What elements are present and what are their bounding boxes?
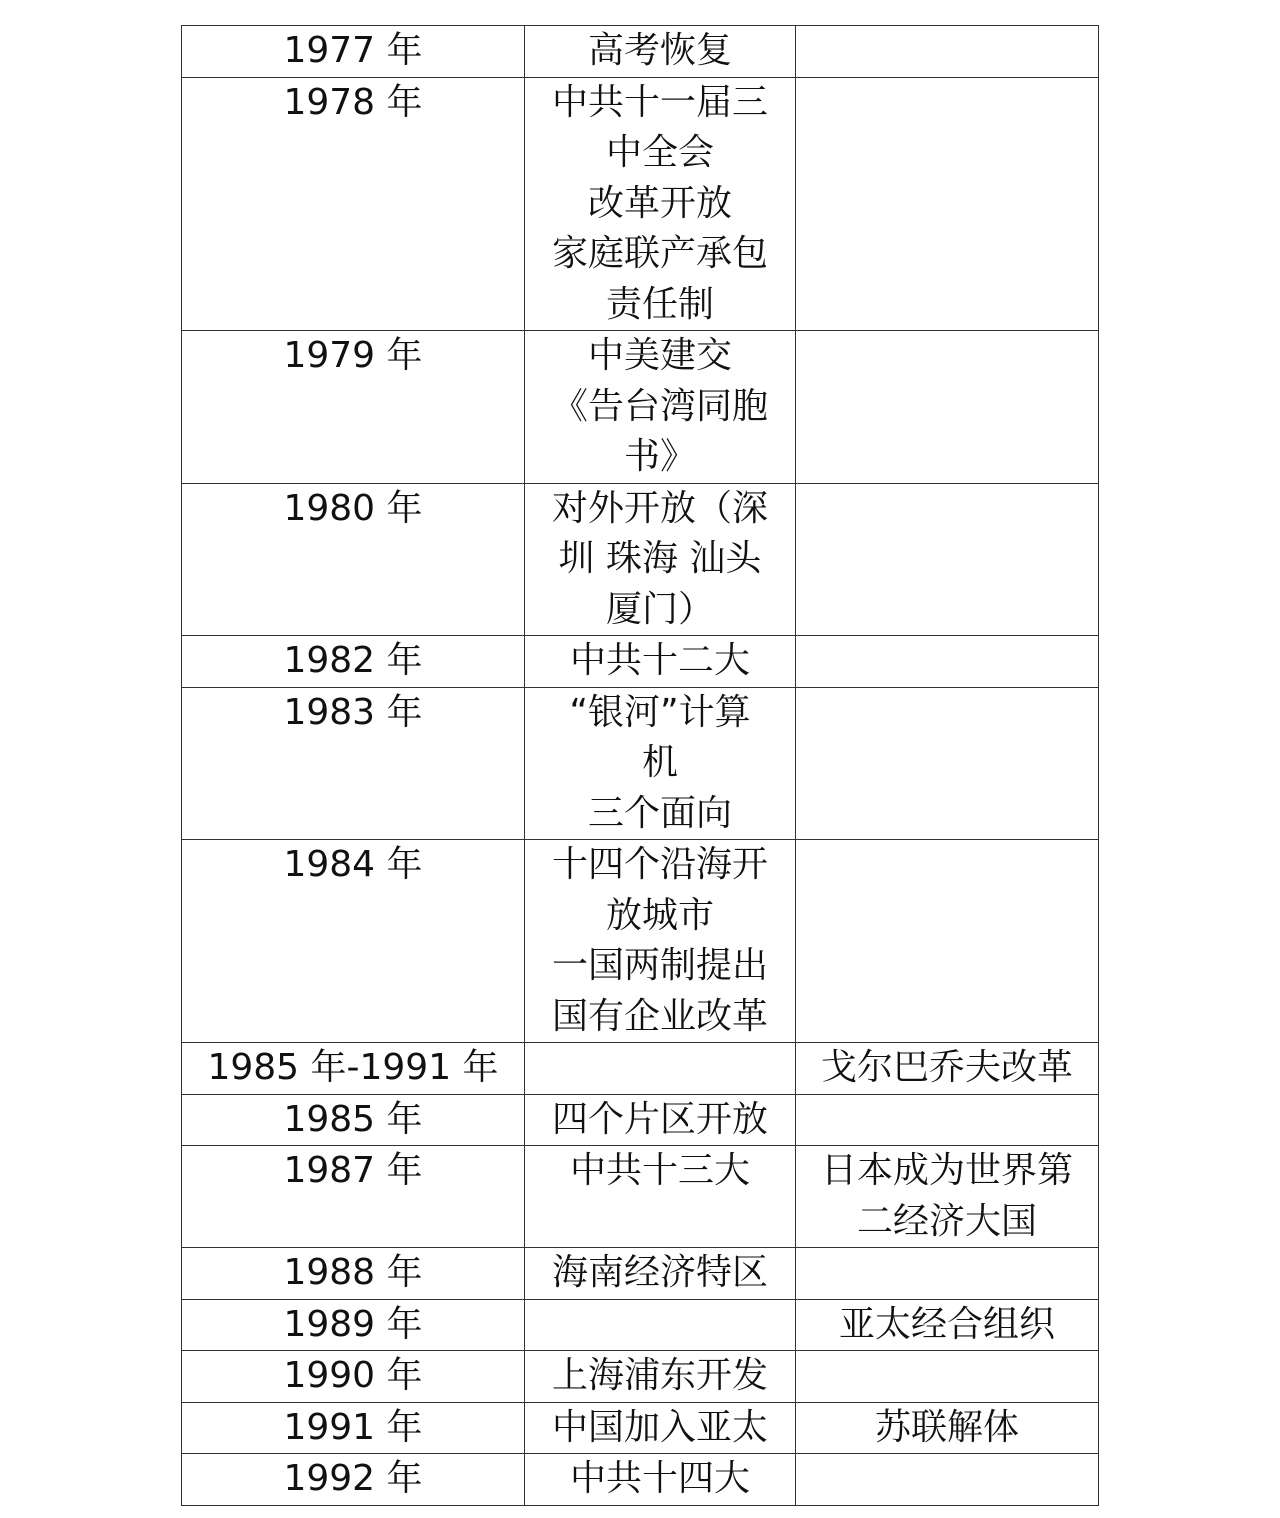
china-event-cell: 中国加入亚太 <box>525 1402 796 1454</box>
table-row <box>182 1043 1099 1095</box>
year-cell: 1979 年 <box>182 331 525 484</box>
world-event-cell <box>796 636 1099 688</box>
world-event-cell: 戈尔巴乔夫改革 <box>796 1043 1099 1095</box>
year-cell: 1989 年 <box>182 1299 525 1351</box>
year-cell: 1990 年 <box>182 1351 525 1403</box>
year-cell: 1983 年 <box>182 687 525 840</box>
world-event-cell: 苏联解体 <box>796 1402 1099 1454</box>
table-row <box>182 1402 1099 1454</box>
table-row <box>182 77 1099 331</box>
world-event-cell <box>796 331 1099 484</box>
china-event-cell: 对外开放（深 圳 珠海 汕头 厦门） <box>525 483 796 636</box>
table-row <box>182 483 1099 636</box>
timeline-table <box>181 25 1099 1506</box>
china-event-cell: 高考恢复 <box>525 26 796 78</box>
table-row <box>182 26 1099 78</box>
china-event-cell: 上海浦东开发 <box>525 1351 796 1403</box>
world-event-cell <box>796 483 1099 636</box>
world-event-cell: 日本成为世界第 二经济大国 <box>796 1146 1099 1248</box>
world-event-cell <box>796 840 1099 1043</box>
world-event-cell <box>796 77 1099 331</box>
table-row <box>182 840 1099 1043</box>
china-event-cell <box>525 1043 796 1095</box>
china-event-cell: 四个片区开放 <box>525 1094 796 1146</box>
year-cell: 1978 年 <box>182 77 525 331</box>
china-event-cell: 中美建交 《告台湾同胞 书》 <box>525 331 796 484</box>
table-row <box>182 1454 1099 1506</box>
world-event-cell: 亚太经合组织 <box>796 1299 1099 1351</box>
china-event-cell: 中共十一届三 中全会 改革开放 家庭联产承包 责任制 <box>525 77 796 331</box>
year-cell: 1987 年 <box>182 1146 525 1248</box>
world-event-cell <box>796 1248 1099 1300</box>
year-cell: 1984 年 <box>182 840 525 1043</box>
world-event-cell <box>796 1094 1099 1146</box>
table-row <box>182 1351 1099 1403</box>
year-cell: 1985 年 <box>182 1094 525 1146</box>
world-event-cell <box>796 1454 1099 1506</box>
table-row <box>182 1146 1099 1248</box>
table-row <box>182 687 1099 840</box>
table-body <box>182 26 1099 1506</box>
world-event-cell <box>796 687 1099 840</box>
china-event-cell: “银河”计算 机 三个面向 <box>525 687 796 840</box>
table-row <box>182 1094 1099 1146</box>
world-event-cell <box>796 26 1099 78</box>
year-cell: 1988 年 <box>182 1248 525 1300</box>
china-event-cell: 中共十四大 <box>525 1454 796 1506</box>
year-cell: 1991 年 <box>182 1402 525 1454</box>
china-event-cell: 中共十三大 <box>525 1146 796 1248</box>
china-event-cell: 海南经济特区 <box>525 1248 796 1300</box>
china-event-cell <box>525 1299 796 1351</box>
china-event-cell: 中共十二大 <box>525 636 796 688</box>
year-cell: 1985 年-1991 年 <box>182 1043 525 1095</box>
table-row <box>182 1299 1099 1351</box>
table-row <box>182 1248 1099 1300</box>
year-cell: 1977 年 <box>182 26 525 78</box>
table-row <box>182 636 1099 688</box>
table-row <box>182 331 1099 484</box>
year-cell: 1992 年 <box>182 1454 525 1506</box>
year-cell: 1982 年 <box>182 636 525 688</box>
world-event-cell <box>796 1351 1099 1403</box>
year-cell: 1980 年 <box>182 483 525 636</box>
china-event-cell: 十四个沿海开 放城市 一国两制提出 国有企业改革 <box>525 840 796 1043</box>
